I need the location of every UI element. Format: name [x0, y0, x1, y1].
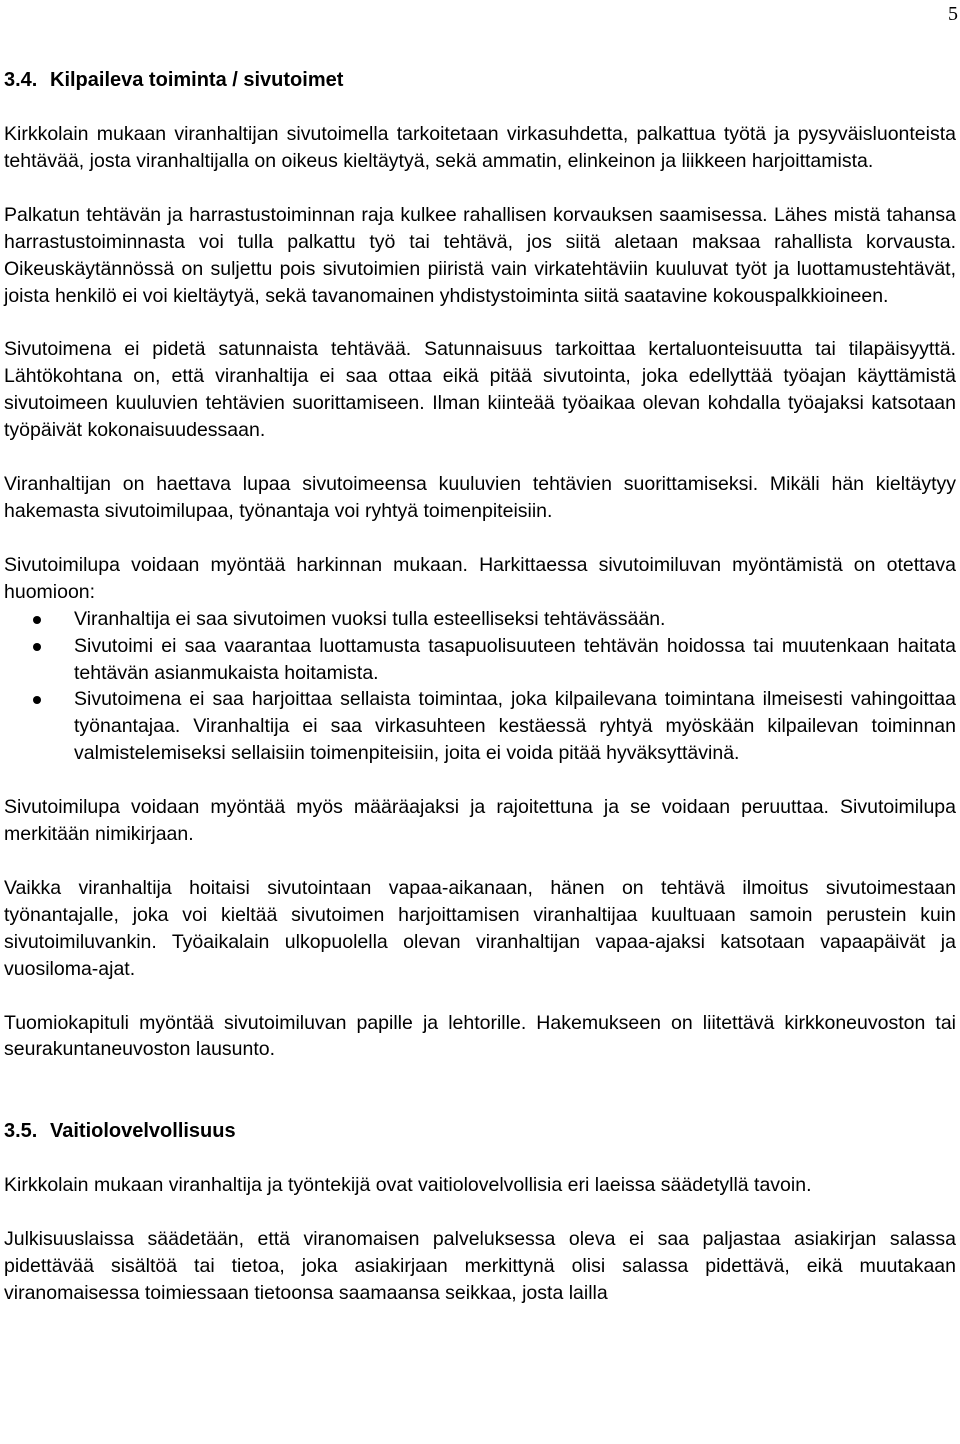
paragraph: Sivutoimena ei pidetä satunnaista tehtävää. Satunnaisuus tarkoittaa kertaluonteisuutta tai tilapäisyyttä. Lähtökohtana on, että viranhaltija ei saa ottaa eikä pitää sivutointa, joka edellyttää työajan käyttämistä sivutoimeen kuuluvien tehtävien suorittamiseen. Ilman kiinteää työaikaa olevan kohdalla työajaksi katsotaan työpäivät kokonaisuudessaan. [4, 338, 956, 442]
paragraph: Palkatun tehtävän ja harrastustoiminnan raja kulkee rahallisen korvauksen saamisessa. Lähes mistä tahansa harrastustoiminnasta voi tulla palkattu työ tai tehtävä, jos siitä aletaan maksaa rahallista korvausta. Oikeuskäytännössä on suljettu pois sivutoimien piiristä vain virkatehtäviin kuuluvat työt ja luottamustehtävät, joista henkilö ei voi kieltäytyä, sekä tavanomainen yhdistystoiminta siitä saatavine kokouspalkkioineen. [4, 203, 956, 307]
section-heading [4, 1117, 956, 1145]
paragraph: Vaikka viranhaltija hoitaisi sivutointaan vapaa-aikanaan, hänen on tehtävä ilmoitus sivutoimestaan työnantajalle, joka voi kieltää sivutoimen harjoittamisen viranhaltijaa kuultuaan samoin perustein kuin sivutoimiluvankin. Työaikalain ulkopuolella olevan viranhaltijan vapaa-ajaksi katsotaan vapaapäivät ja vuosiloma-ajat. [4, 876, 956, 980]
paragraph: Kirkkolain mukaan viranhaltija ja työntekijä ovat vaitiolovelvollisia eri laeissa säädetyllä tavoin. [4, 1174, 812, 1197]
paragraph: Julkisuuslaissa säädetään, että viranomaisen palveluksessa oleva ei saa paljastaa asiakirjan salassa pidettävää sisältöä tai tietoa, joka asiakirjaan merkittynä olisi salassa pidettävä, eikä muutakaan viranomaisessa toimiessaan tietoonsa saamaansa seikkaa, josta lailla [4, 1228, 956, 1305]
bullet-icon [33, 696, 41, 704]
page-number: 5 [948, 3, 958, 25]
list-item [4, 633, 956, 687]
paragraph: Kirkkolain mukaan viranhaltijan sivutoimella tarkoitetaan virkasuhdetta, palkattua työtä ja pysyväisluonteista tehtävää, josta viranhaltijalla on oikeus kieltäytyä, sekä ammatin, elinkeinon ja liikkeen harjoittamista. [4, 123, 956, 172]
list-item [4, 606, 956, 633]
list-item-text: Sivutoimi ei saa vaarantaa luottamusta tasapuolisuuteen tehtävän hoidossa tai muutenkaan haitata tehtävän asianmukaista hoitamista. [74, 634, 956, 684]
section-number: 3.4. [4, 69, 38, 91]
list-item-text: Sivutoimena ei saa harjoittaa sellaista toimintaa, joka kilpailevana toimintana ilmeisesti vahingoittaa työnantajaa. Viranhaltija ei saa virkasuhteen kestäessä ryhtyä myöskään kilpailevan toiminnan valmistelemiseksi sellaisiin toimenpiteisiin, joita ei voida pitää hyväksyttävinä. [74, 688, 956, 765]
list-item-text: Viranhaltija ei saa sivutoimen vuoksi tulla esteelliseksi tehtävässään. [74, 607, 666, 630]
bullet-icon [33, 616, 41, 624]
bullet-icon [33, 643, 41, 651]
bullet-list [4, 606, 956, 767]
paragraph: Sivutoimilupa voidaan myöntää harkinnan mukaan. Harkittaessa sivutoimiluvan myöntämistä on otettava huomioon: [4, 553, 956, 603]
paragraph: Tuomiokapituli myöntää sivutoimiluvan papille ja lehtorille. Hakemukseen on liitettävä kirkkoneuvoston tai seurakuntaneuvoston lausunto. [4, 1011, 956, 1061]
section-heading [4, 66, 956, 94]
paragraph: Sivutoimilupa voidaan myöntää myös määräajaksi ja rajoitettuna ja se voidaan peruuttaa. Sivutoimilupa merkitään nimikirjaan. [4, 796, 956, 846]
section-number: 3.5. [4, 1120, 38, 1143]
paragraph: Viranhaltijan on haettava lupaa sivutoimeensa kuuluvien tehtävien suorittamiseksi. Mikäli hän kieltäytyy hakemasta sivutoimilupaa, työnantaja voi ryhtyä toimenpiteisiin. [4, 473, 956, 522]
page-content [4, 66, 956, 1307]
section-title: Kilpaileva toiminta / sivutoimet [50, 69, 344, 91]
section-title: Vaitiolovelvollisuus [50, 1120, 236, 1143]
list-item [4, 686, 956, 767]
